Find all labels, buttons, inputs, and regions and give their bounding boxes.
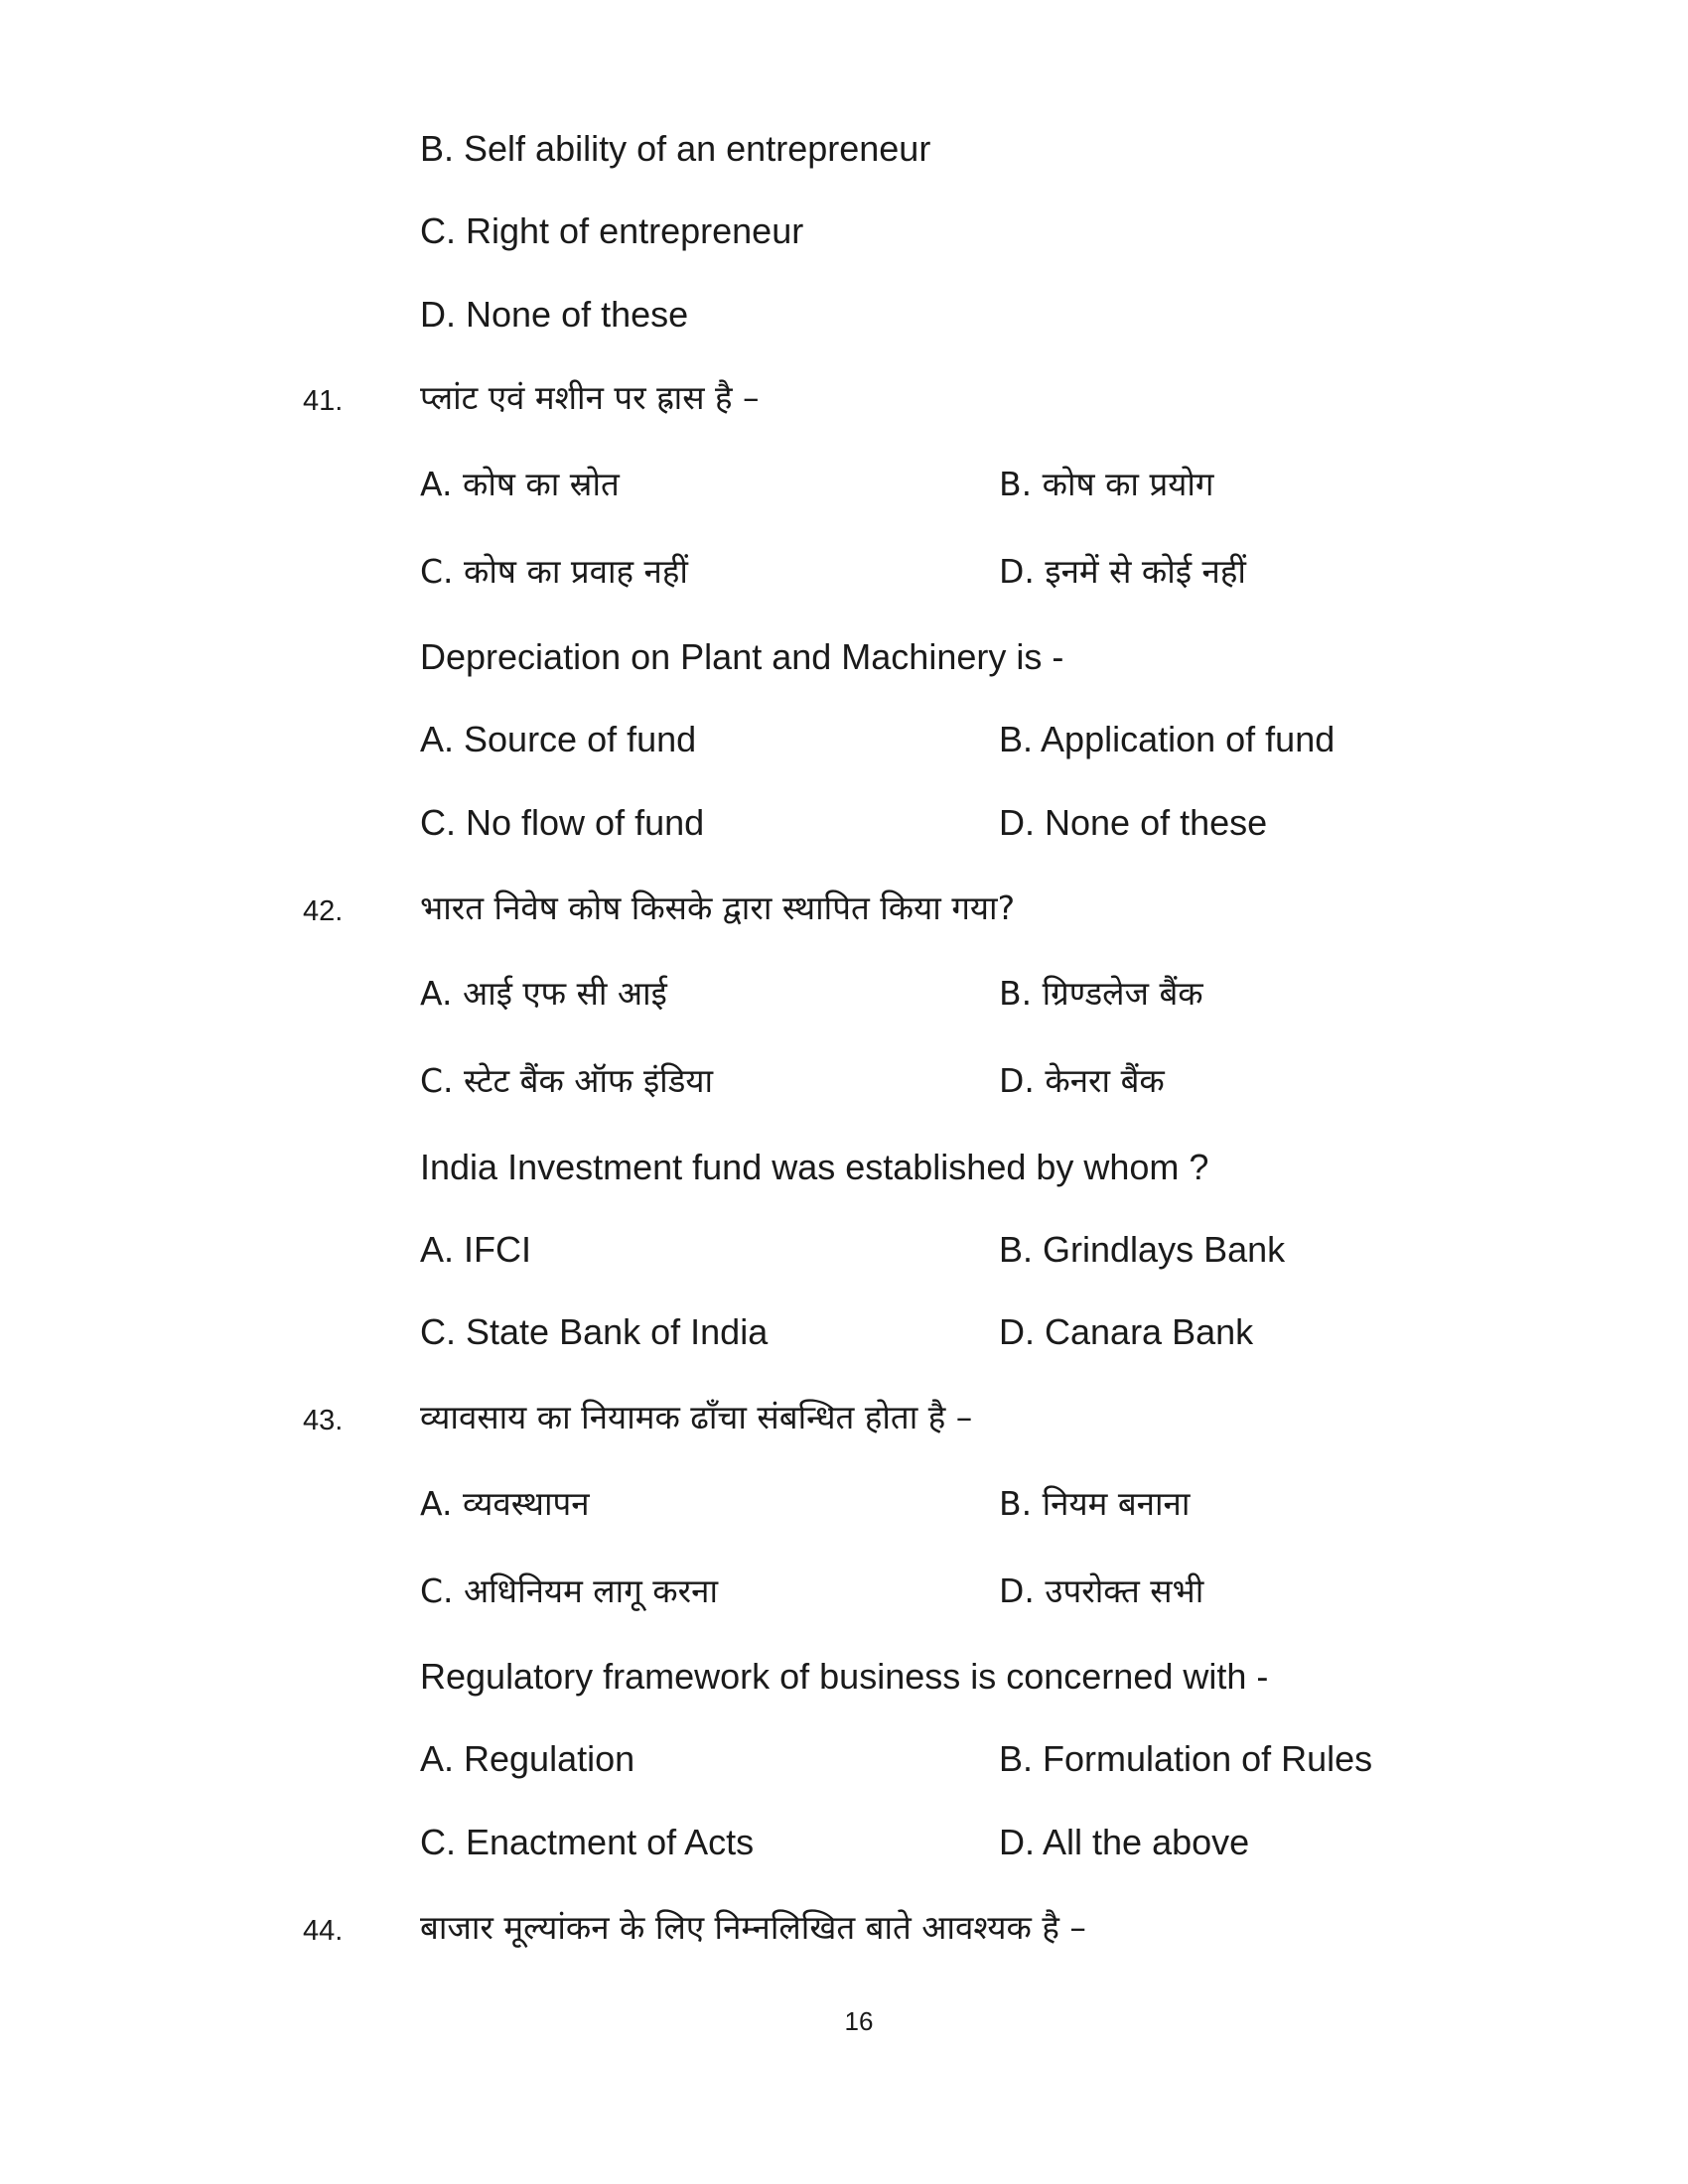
q41-option-d: D. None of these — [999, 802, 1268, 843]
q40-option-d: D. None of these — [420, 294, 689, 335]
q40-option-c: C. Right of entrepreneur — [420, 210, 804, 251]
q43-question-hindi: व्यावसाय का नियामक ढाँचा संबन्धित होता है – — [420, 1398, 973, 1436]
page-number: 16 — [844, 2006, 874, 2036]
q40-option-b: B. Self ability of an entrepreneur — [420, 128, 931, 169]
q41-number: 41. — [303, 385, 344, 417]
q41-option-d-hindi: D. इनमें से कोई नहीं — [999, 552, 1246, 591]
q43-option-b-hindi: B. नियम बनाना — [999, 1484, 1191, 1523]
q42-option-b: B. Grindlays Bank — [999, 1229, 1286, 1270]
q42-option-c-hindi: C. स्टेट बैंक ऑफ इंडिया — [420, 1061, 714, 1100]
q43-option-c: C. Enactment of Acts — [420, 1822, 755, 1862]
q41-option-c: C. No flow of fund — [420, 802, 705, 843]
q43-option-b: B. Formulation of Rules — [999, 1738, 1373, 1779]
q43-option-d-hindi: D. उपरोक्त सभी — [999, 1571, 1204, 1610]
q43-option-a-hindi: A. व्यवस्थापन — [420, 1484, 590, 1523]
q43-option-c-hindi: C. अधिनियम लागू करना — [420, 1571, 718, 1610]
q44-number: 44. — [303, 1915, 344, 1947]
q41-option-b-hindi: B. कोष का प्रयोग — [999, 465, 1214, 503]
q42-number: 42. — [303, 895, 344, 927]
q42-option-a: A. IFCI — [420, 1229, 532, 1270]
q42-option-d-hindi: D. केनरा बैंक — [999, 1061, 1165, 1100]
q41-option-a-hindi: A. कोष का स्रोत — [420, 465, 620, 503]
q41-option-c-hindi: C. कोष का प्रवाह नहीं — [420, 552, 688, 591]
q43-question-english: Regulatory framework of business is concerned with - — [420, 1656, 1269, 1697]
q43-number: 43. — [303, 1405, 344, 1436]
q41-question-hindi: प्लांट एवं मशीन पर ह्रास है – — [420, 378, 760, 417]
q42-option-a-hindi: A. आई एफ सी आई — [420, 974, 667, 1013]
q44-question-hindi: बाजार मूल्यांकन के लिए निम्नलिखित बाते आवश्यक है – — [420, 1908, 1086, 1947]
q42-question-hindi: भारत निवेष कोष किसके द्वारा स्थापित किया गया? — [420, 888, 1016, 927]
q42-option-d: D. Canara Bank — [999, 1311, 1254, 1352]
q41-option-a: A. Source of fund — [420, 719, 697, 759]
q42-option-b-hindi: B. ग्रिण्डलेज बैंक — [999, 974, 1203, 1013]
q42-option-c: C. State Bank of India — [420, 1311, 769, 1352]
q41-question-english: Depreciation on Plant and Machinery is - — [420, 636, 1064, 677]
q43-option-d: D. All the above — [999, 1822, 1250, 1862]
q43-option-a: A. Regulation — [420, 1738, 635, 1779]
q41-option-b: B. Application of fund — [999, 719, 1336, 759]
q42-question-english: India Investment fund was established by whom ? — [420, 1147, 1209, 1187]
